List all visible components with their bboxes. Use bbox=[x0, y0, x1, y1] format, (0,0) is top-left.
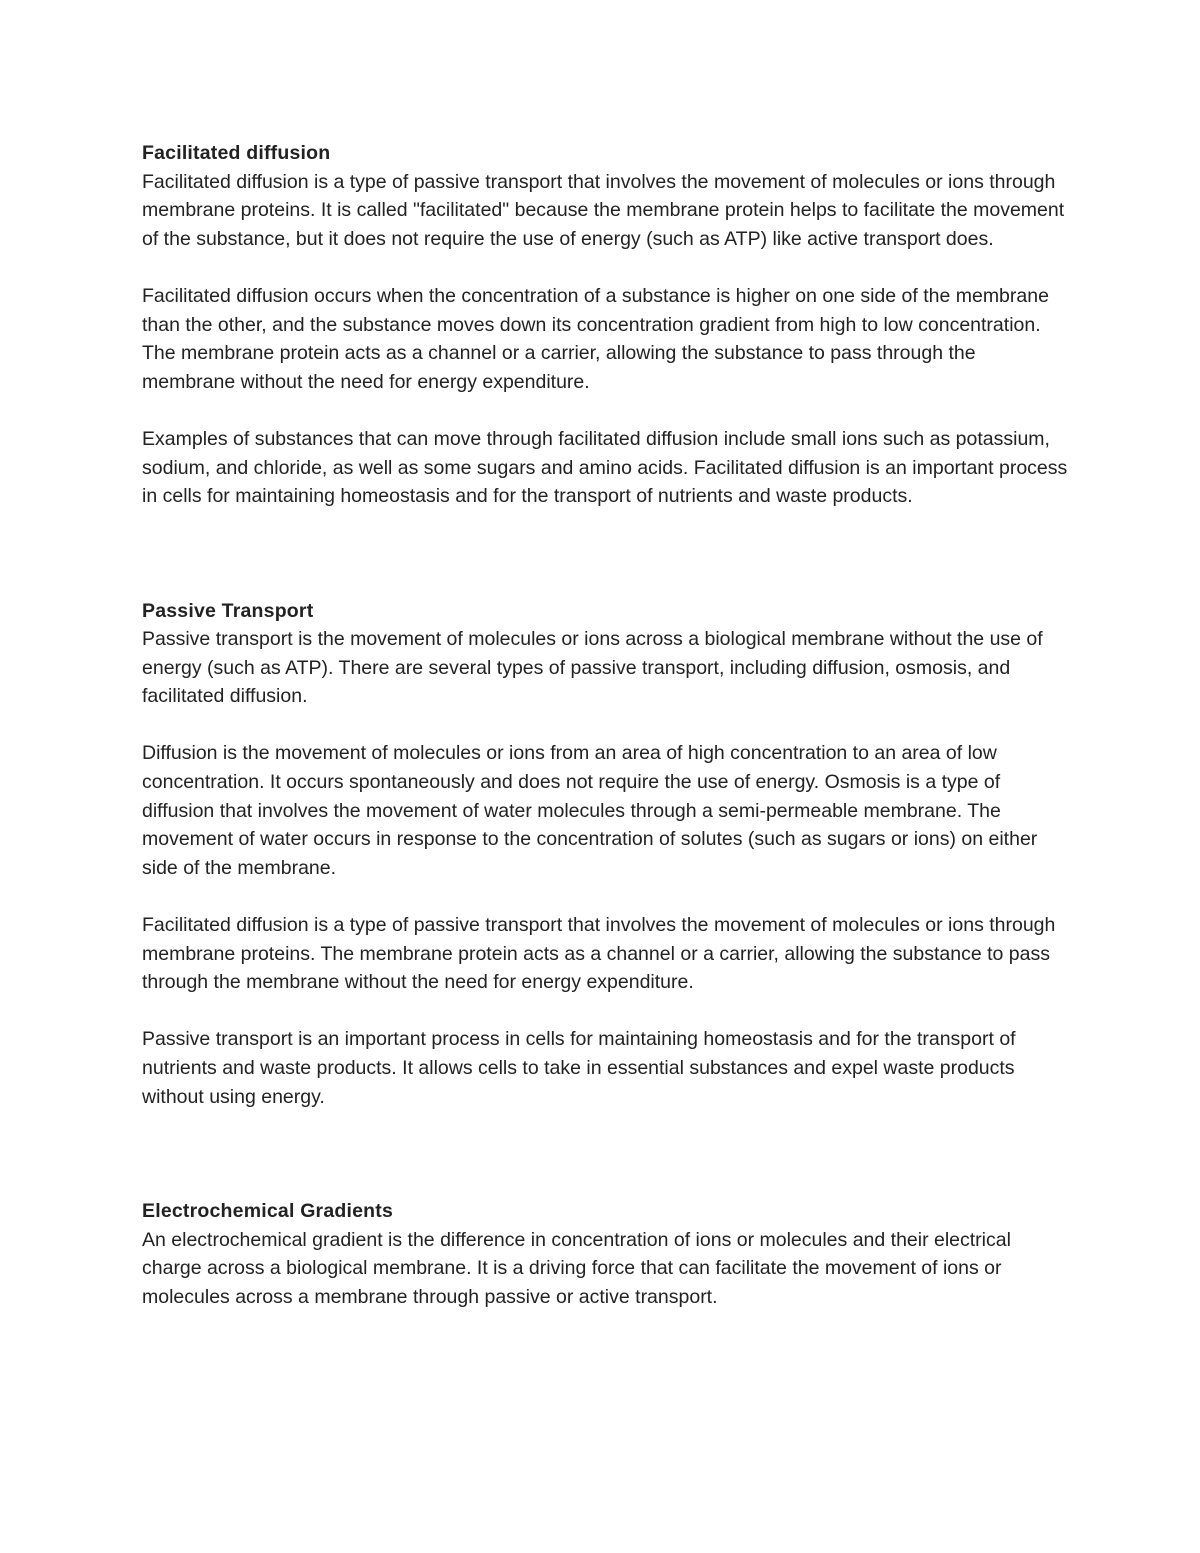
paragraph: Passive transport is an important process in cells for maintaining homeostasis and for the transport of nutrients and waste products. It allows cells to take in essential substances and expel waste products without using energy. bbox=[142, 1028, 1016, 1108]
section-title: Electrochemical Gradients bbox=[142, 1200, 394, 1222]
section-title: Facilitated diffusion bbox=[142, 142, 331, 164]
paragraph: Passive transport is the movement of molecules or ions across a biological membrane without the use of energy (such as ATP). There are several types of passive transport, including diffusion, osmosis, and facilitated diffusion. bbox=[142, 628, 1043, 708]
section-title: Passive Transport bbox=[142, 599, 314, 622]
section-passive-transport bbox=[142, 597, 1072, 1112]
paragraph: An electrochemical gradient is the difference in concentration of ions or molecules and their electrical charge across a biological membrane. It is a driving force that can facilitate the movement of ions or molecules across a membrane through passive or active transport. bbox=[142, 1228, 1011, 1308]
section-facilitated-diffusion bbox=[142, 139, 1072, 511]
paragraph: Diffusion is the movement of molecules or ions from an area of high concentration to an area of low concentration. It occurs spontaneously and does not require the use of energy. Osmosis is a type of diffusion that involves the movement of water molecules through a semi-permeable membrane. The movement of water occurs in response to the concentration of solutes (such as sugars or ions) on either side of the membrane. bbox=[142, 742, 1038, 879]
paragraph: Facilitated diffusion is a type of passive transport that involves the movement of molecules or ions through membrane proteins. The membrane protein acts as a channel or a carrier, allowing the substance to pass through the membrane without the need for energy expenditure. bbox=[142, 914, 1056, 994]
paragraph: Examples of substances that can move through facilitated diffusion include small ions such as potassium, sodium, and chloride, as well as some sugars and amino acids. Facilitated diffusion is an important process in cells for maintaining homeostasis and for the transport of nutrients and waste products. bbox=[142, 427, 1068, 508]
document-body bbox=[142, 139, 1072, 1311]
section-electrochemical-gradients bbox=[142, 1197, 1072, 1311]
paragraph: Facilitated diffusion occurs when the concentration of a substance is higher on one side of the membrane than the other, and the substance moves down its concentration gradient from high to low concentration. The membrane protein acts as a channel or a carrier, allowing the substance to pass through the membrane without the need for energy expenditure. bbox=[142, 284, 1049, 393]
paragraph: Facilitated diffusion is a type of passive transport that involves the movement of molecules or ions through membrane proteins. It is called "facilitated" because the membrane protein helps to facilitate the movement of the substance, but it does not require the use of energy (such as ATP) like active transport does. bbox=[142, 170, 1065, 250]
